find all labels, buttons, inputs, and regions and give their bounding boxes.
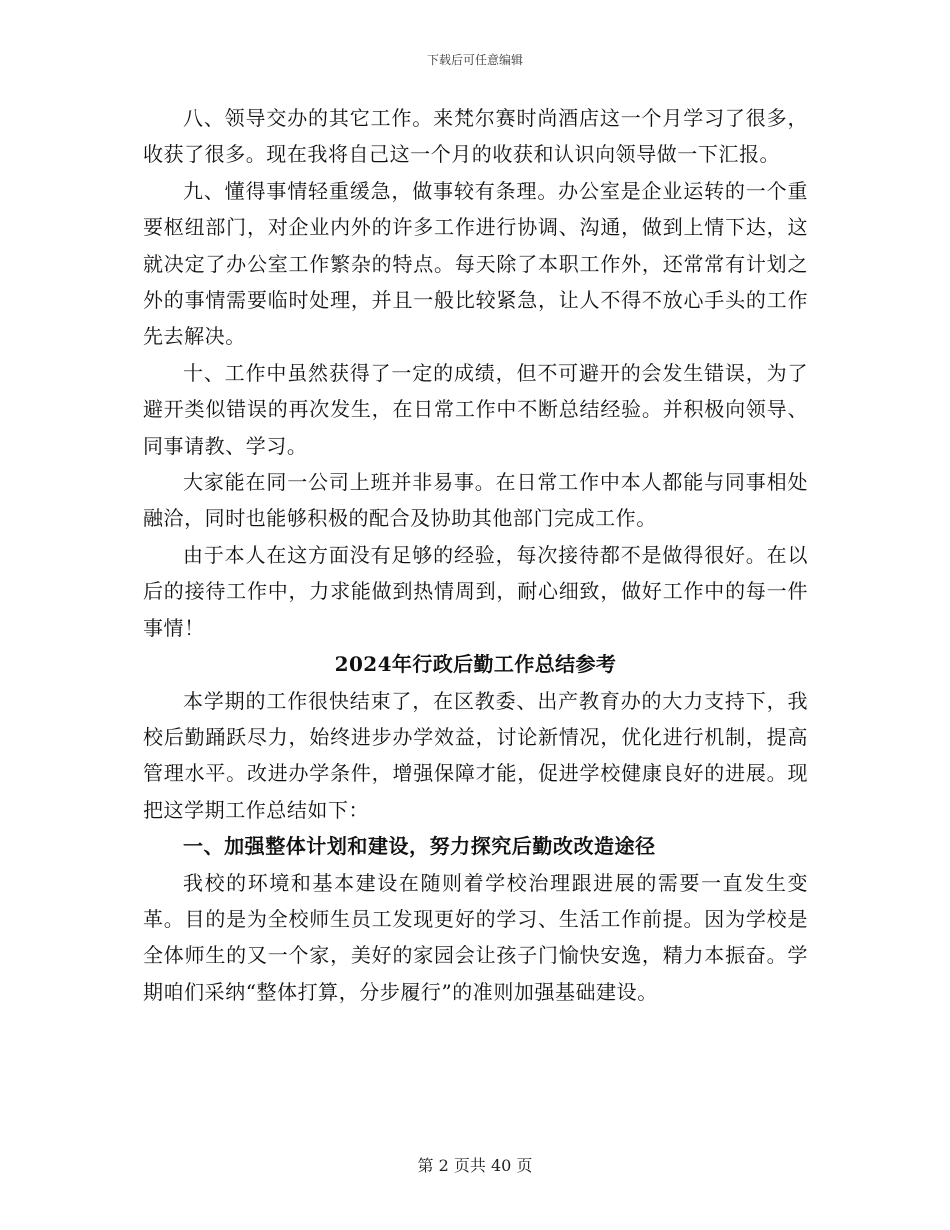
paragraph-colleagues: 大家能在同一公司上班并非易事。在日常工作中本人都能与同事相处融洽，同时也能够积极的配合及协助其他部门完成工作。 — [143, 470, 808, 531]
document-body — [143, 100, 808, 1010]
paragraph-item-ten: 十、工作中虽然获得了一定的成绩，但不可避开的会发生错误，为了避开类似错误的再次发生，在日常工作中不断总结经验。并积极向领导、同事请教、学习。 — [143, 360, 808, 458]
section-paragraph: 我校的环境和基本建设在随则着学校治理跟进展的需要一直发生变革。目的是为全校师生员工发现更好的学习、生活工作前提。因为学校是全体师生的又一个家，美好的家园会让孩子门愉快安逸，精力本振奋。学期咱们采纳“整体打算，分步履行”的准则加强基础建设。 — [143, 870, 808, 1004]
page-footer-number: 第 2 页共 40 页 — [417, 1156, 533, 1175]
paragraph-item-nine: 九、懂得事情轻重缓急，做事较有条理。办公室是企业运转的一个重要枢纽部门，对企业内外的许多工作进行协调、沟通，做到上情下达，这就决定了办公室工作繁杂的特点。每天除了本职工作外，还常常有计划之外的事情需要临时处理，并且一般比较紧急，让人不得不放心手头的工作先去解决。 — [143, 178, 808, 349]
page-header-note: 下载后可任意编辑 — [426, 53, 523, 67]
section-heading: 一、加强整体计划和建设，努力探究后勤改改造途径 — [183, 834, 656, 859]
intro-paragraph: 本学期的工作很快结束了，在区教委、出产教育办的大力支持下，我校后勤踊跃尽力，始终进步办学效益，讨论新情况，优化进行机制，提高管理水平。改进办学条件，增强保障才能，促进学校健康良好的进展。现把这学期工作总结如下： — [143, 688, 808, 822]
paragraph-reception: 由于本人在这方面没有足够的经验，每次接待都不是做得很好。在以后的接待工作中，力求能做到热情周到，耐心细致，做好工作中的每一件事情！ — [143, 542, 808, 640]
paragraph-item-eight: 八、领导交办的其它工作。来梵尔赛时尚酒店这一个月学习了很多，收获了很多。现在我将自己这一个月的收获和认识向领导做一下汇报。 — [143, 106, 808, 167]
document-title: 2024年行政后勤工作总结参考 — [334, 652, 617, 677]
